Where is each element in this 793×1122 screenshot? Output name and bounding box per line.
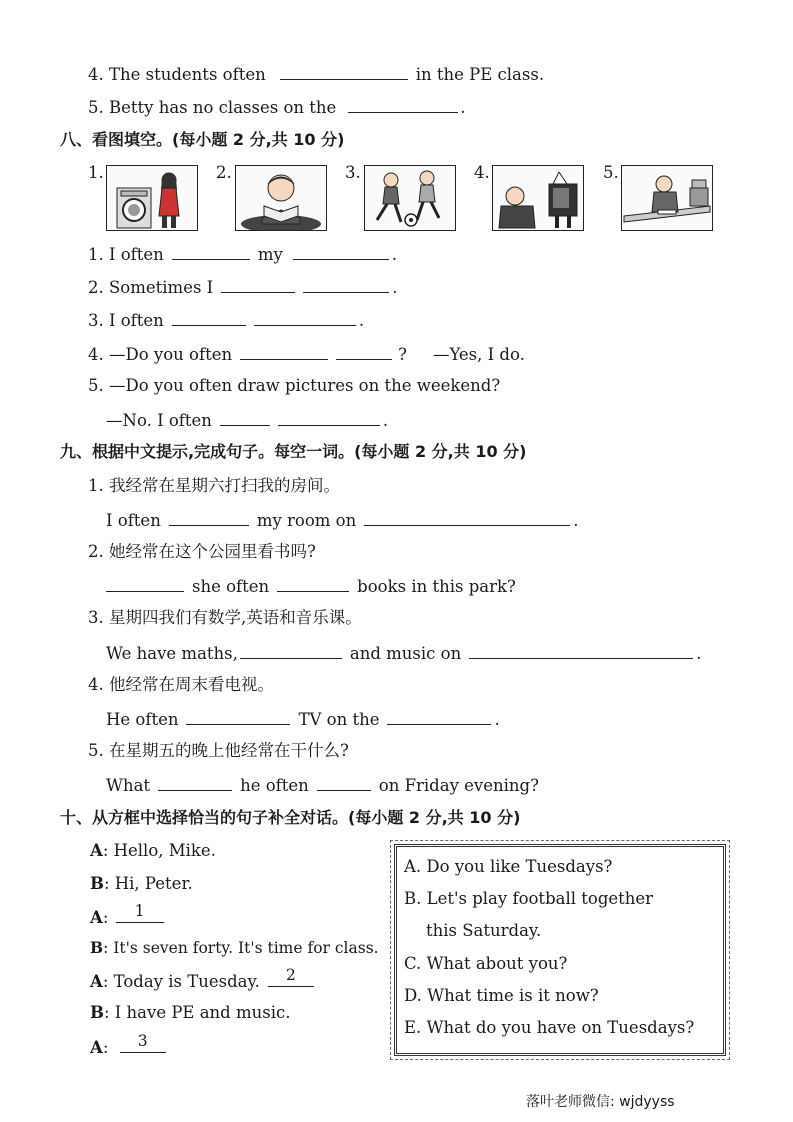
picture-playing-football bbox=[364, 165, 456, 231]
pic-label: 2. bbox=[216, 163, 232, 182]
s9-q4-english: He often TV on the . bbox=[106, 710, 500, 729]
answer-blank[interactable] bbox=[336, 343, 392, 360]
s9-q5-chinese: 5. 在星期五的晚上他经常在干什么? bbox=[88, 741, 349, 760]
answer-blank[interactable] bbox=[280, 63, 408, 80]
dialog-line-4: B: It's seven forty. It's time for class. bbox=[90, 938, 379, 957]
prev-q4: 4. The students often in the PE class. bbox=[88, 65, 545, 84]
answer-blank[interactable] bbox=[387, 708, 491, 725]
answer-blank[interactable] bbox=[221, 276, 295, 293]
option-c: C. What about you? bbox=[404, 954, 568, 973]
picture-watching-tv bbox=[492, 165, 584, 231]
picture-reading-book bbox=[235, 165, 327, 231]
s8-q3: 3. I often . bbox=[88, 311, 365, 330]
dialog-line-1: A: Hello, Mike. bbox=[90, 841, 216, 860]
answer-blank[interactable] bbox=[278, 409, 380, 426]
picture-doing-homework bbox=[621, 165, 713, 231]
s8-q1: 1. I often my . bbox=[88, 245, 398, 264]
s9-q3-chinese: 3. 星期四我们有数学,英语和音乐课。 bbox=[88, 608, 362, 627]
s9-q2-english: she often books in this park? bbox=[106, 575, 516, 597]
answer-blank[interactable] bbox=[254, 309, 356, 326]
answer-blank[interactable] bbox=[220, 409, 270, 426]
option-b-cont: this Saturday. bbox=[426, 921, 542, 940]
answer-blank[interactable] bbox=[172, 243, 250, 260]
s8-q2: 2. Sometimes I . bbox=[88, 278, 398, 297]
answer-blank-1[interactable]: 1 bbox=[116, 906, 164, 923]
option-d: D. What time is it now? bbox=[404, 986, 599, 1005]
dialog-line-5: A: Today is Tuesday. 2 bbox=[90, 970, 322, 992]
s9-q3-english: We have maths, and music on . bbox=[106, 644, 702, 663]
section-10-title: 十、从方框中选择恰当的句子补全对话。(每小题 2 分,共 10 分) bbox=[60, 808, 521, 827]
pic-label: 3. bbox=[345, 163, 361, 182]
answer-blank[interactable] bbox=[158, 774, 232, 791]
pic-label: 5. bbox=[603, 163, 619, 182]
answer-blank[interactable] bbox=[240, 343, 328, 360]
answer-blank[interactable] bbox=[172, 309, 246, 326]
answer-blank[interactable] bbox=[240, 642, 342, 659]
dialog-line-3: A: 1 bbox=[90, 906, 172, 928]
pic-label: 1. bbox=[88, 163, 104, 182]
answer-blank-2[interactable]: 2 bbox=[268, 970, 314, 987]
prev-q5: 5. Betty has no classes on the . bbox=[88, 98, 466, 117]
answer-blank[interactable] bbox=[186, 708, 290, 725]
s9-q5-english: What he often on Friday evening? bbox=[106, 776, 539, 795]
s8-q5: 5. —Do you often draw pictures on the weekend? bbox=[88, 376, 501, 395]
answer-blank[interactable] bbox=[364, 509, 570, 526]
s8-q5-answer: —No. I often . bbox=[106, 411, 389, 430]
section-8-title: 八、看图填空。(每小题 2 分,共 10 分) bbox=[60, 130, 345, 149]
answer-blank[interactable] bbox=[293, 243, 389, 260]
answer-blank-3[interactable]: 3 bbox=[120, 1036, 166, 1053]
s9-q4-chinese: 4. 他经常在周末看电视。 bbox=[88, 675, 274, 694]
dialog-line-6: B: I have PE and music. bbox=[90, 1003, 291, 1022]
answer-blank[interactable] bbox=[469, 642, 693, 659]
answer-blank[interactable] bbox=[303, 276, 389, 293]
dialog-line-2: B: Hi, Peter. bbox=[90, 874, 193, 893]
section-9-title: 九、根据中文提示,完成句子。每空一词。(每小题 2 分,共 10 分) bbox=[60, 442, 527, 461]
answer-blank[interactable] bbox=[106, 575, 184, 592]
s9-q2-chinese: 2. 她经常在这个公园里看书吗? bbox=[88, 542, 316, 561]
answer-blank[interactable] bbox=[169, 509, 249, 526]
answer-blank[interactable] bbox=[348, 96, 458, 113]
dialog-line-7: A: 3 bbox=[90, 1036, 174, 1058]
picture-washing-clothes bbox=[106, 165, 198, 231]
pic-label: 4. bbox=[474, 163, 490, 182]
answer-blank[interactable] bbox=[317, 774, 371, 791]
footer-contact: 落叶老师微信: wjdyyss bbox=[526, 1094, 675, 1110]
option-e: E. What do you have on Tuesdays? bbox=[404, 1018, 695, 1037]
s9-q1-english: I often my room on . bbox=[106, 511, 579, 530]
option-a: A. Do you like Tuesdays? bbox=[404, 857, 613, 876]
s9-q1-chinese: 1. 我经常在星期六打扫我的房间。 bbox=[88, 476, 340, 495]
s8-q4: 4. —Do you often ? —Yes, I do. bbox=[88, 345, 525, 364]
option-b: B. Let's play football together bbox=[404, 889, 654, 908]
answer-blank[interactable] bbox=[277, 575, 349, 592]
